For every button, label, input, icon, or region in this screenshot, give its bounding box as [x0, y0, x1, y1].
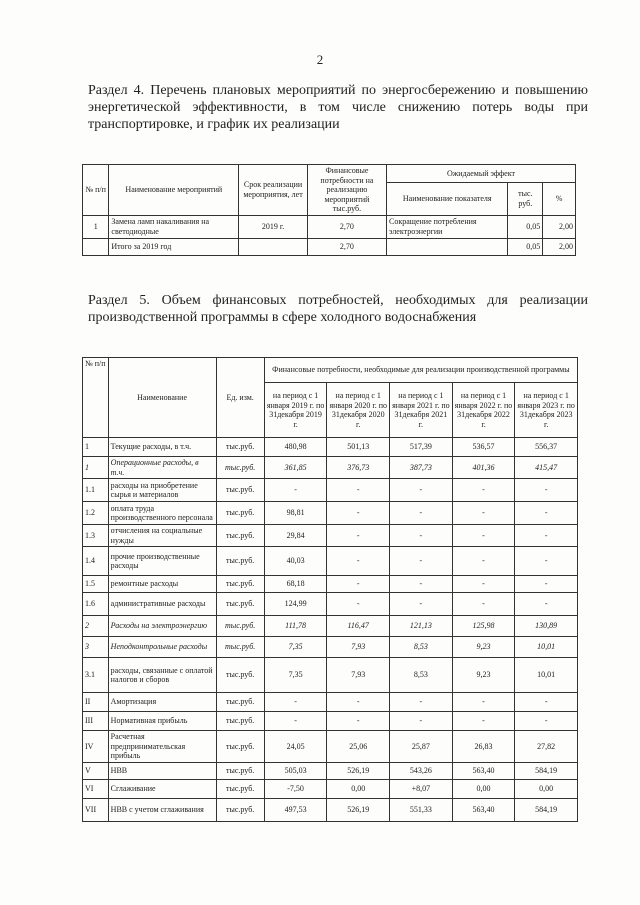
- row-value: -: [327, 547, 390, 576]
- row-unit: тыс.руб.: [216, 502, 264, 525]
- row-num: 3.1: [83, 658, 109, 693]
- row-name: НВВ: [108, 762, 216, 779]
- row-finance: 2,70: [307, 215, 386, 238]
- row-value: 563,40: [452, 798, 515, 821]
- row-value: 526,19: [327, 798, 390, 821]
- table-row: [83, 637, 578, 658]
- row-num: 2: [83, 616, 109, 637]
- row-unit: тыс.руб.: [216, 457, 264, 479]
- row-unit: тыс.руб.: [216, 712, 264, 731]
- row-value: -: [452, 525, 515, 547]
- header-unit: Ед. изм.: [216, 358, 264, 438]
- table-row: [83, 658, 578, 693]
- table-row: [83, 779, 578, 798]
- row-value: 40,03: [264, 547, 327, 576]
- row-value: -: [327, 479, 390, 502]
- row-value: -: [264, 712, 327, 731]
- row-unit: тыс.руб.: [216, 438, 264, 457]
- table-total-row: [83, 238, 576, 255]
- row-value: 556,37: [515, 438, 578, 457]
- row-value: -: [327, 525, 390, 547]
- header-period-2023: на период с 1 января 2023 г. по 31декабря 2023 г.: [515, 383, 578, 438]
- table-row: [83, 616, 578, 637]
- table-row: [83, 712, 578, 731]
- row-value: 116,47: [327, 616, 390, 637]
- row-value: -: [452, 547, 515, 576]
- table-row: [83, 547, 578, 576]
- row-value: -: [264, 693, 327, 712]
- row-name: НВВ с учетом сглаживания: [108, 798, 216, 821]
- row-value: -: [515, 593, 578, 616]
- row-value: 98,81: [264, 502, 327, 525]
- row-unit: тыс.руб.: [216, 693, 264, 712]
- row-num: 1.2: [83, 502, 109, 525]
- row-unit: тыс.руб.: [216, 731, 264, 763]
- row-value: -7,50: [264, 779, 327, 798]
- row-name: административные расходы: [108, 593, 216, 616]
- header-period-2019: на период с 1 января 2019 г. по 31декабря 2019 г.: [264, 383, 327, 438]
- row-value: 415,47: [515, 457, 578, 479]
- header-percent: %: [543, 182, 576, 215]
- row-value: -: [515, 693, 578, 712]
- table-row: [83, 693, 578, 712]
- row-unit: тыс.руб.: [216, 576, 264, 593]
- section4-title: Раздел 4. Перечень плановых мероприятий по энергосбережению и повышению энергетической эффективности, в том числе снижению потерь воды при транспортировке, и график их реализации: [88, 83, 588, 132]
- header-num: № п/п: [83, 165, 109, 216]
- row-value: 111,78: [264, 616, 327, 637]
- row-value: -: [452, 479, 515, 502]
- row-value: 497,53: [264, 798, 327, 821]
- table-row: [83, 593, 578, 616]
- page-number: 2: [316, 52, 324, 67]
- row-num: 1: [83, 215, 109, 238]
- row-num: 1: [83, 438, 109, 457]
- row-value: 401,36: [452, 457, 515, 479]
- row-value: -: [390, 525, 453, 547]
- row-num: 1.5: [83, 576, 109, 593]
- row-value: 563,40: [452, 762, 515, 779]
- row-value: 8,53: [390, 658, 453, 693]
- row-num: 1.4: [83, 547, 109, 576]
- row-value: 551,33: [390, 798, 453, 821]
- row-value: 10,01: [515, 658, 578, 693]
- row-value: 584,19: [515, 798, 578, 821]
- row-value: 9,23: [452, 658, 515, 693]
- row-value: -: [390, 576, 453, 593]
- row-unit: тыс.руб.: [216, 593, 264, 616]
- row-name: Операционные расходы, в т.ч.: [108, 457, 216, 479]
- row-value: -: [452, 593, 515, 616]
- row-value: -: [327, 502, 390, 525]
- row-value: -: [390, 693, 453, 712]
- table-row: [83, 479, 578, 502]
- row-value: 376,73: [327, 457, 390, 479]
- row-value: -: [515, 712, 578, 731]
- row-value: 526,19: [327, 762, 390, 779]
- row-value: 25,06: [327, 731, 390, 763]
- row-value: 480,98: [264, 438, 327, 457]
- row-name: Неподконтрольные расходы: [108, 637, 216, 658]
- table-header-row: [83, 165, 576, 183]
- row-unit: тыс.руб.: [216, 525, 264, 547]
- row-value: -: [327, 576, 390, 593]
- row-value: 26,83: [452, 731, 515, 763]
- row-num: IV: [83, 731, 109, 763]
- table-row: [83, 798, 578, 821]
- row-value: +8,07: [390, 779, 453, 798]
- row-name: расходы, связанные с оплатой налогов и сборов: [108, 658, 216, 693]
- row-unit: тыс.руб.: [216, 547, 264, 576]
- row-value: -: [327, 712, 390, 731]
- row-value: -: [327, 593, 390, 616]
- row-value: 0,00: [452, 779, 515, 798]
- row-value: -: [452, 576, 515, 593]
- total-pct: 2,00: [543, 238, 576, 255]
- row-name: ремонтные расходы: [108, 576, 216, 593]
- header-name: Наименование мероприятий: [109, 165, 239, 216]
- row-value: 0,00: [327, 779, 390, 798]
- row-value: 505,03: [264, 762, 327, 779]
- row-name: прочие производственные расходы: [108, 547, 216, 576]
- table-row: [83, 502, 578, 525]
- row-value: 125,98: [452, 616, 515, 637]
- row-value: 130,89: [515, 616, 578, 637]
- row-value: -: [390, 547, 453, 576]
- row-value: -: [515, 479, 578, 502]
- table-row: [83, 438, 578, 457]
- row-value: -: [390, 712, 453, 731]
- row-value: 68,18: [264, 576, 327, 593]
- header-thousand-rub: тыс. руб.: [508, 182, 543, 215]
- row-unit: тыс.руб.: [216, 798, 264, 821]
- row-value: -: [264, 479, 327, 502]
- row-num: V: [83, 762, 109, 779]
- table-row: [83, 731, 578, 763]
- row-name: отчисления на социальные нужды: [108, 525, 216, 547]
- row-num: 1.1: [83, 479, 109, 502]
- row-value: -: [327, 693, 390, 712]
- row-value: 0,00: [515, 779, 578, 798]
- row-num: 1.6: [83, 593, 109, 616]
- header-effect: Ожидаемый эффект: [387, 165, 576, 183]
- row-term: 2019 г.: [239, 215, 308, 238]
- row-num: 1.3: [83, 525, 109, 547]
- total-name: Итого за 2019 год: [109, 238, 239, 255]
- row-value: -: [515, 525, 578, 547]
- row-name: Амортизация: [108, 693, 216, 712]
- row-unit: тыс.руб.: [216, 779, 264, 798]
- row-value: 7,35: [264, 637, 327, 658]
- table-row: [83, 457, 578, 479]
- header-finance: Финансовые потребности на реализацию мероприятий тыс.руб.: [307, 165, 386, 216]
- row-value: 25,87: [390, 731, 453, 763]
- table-row: [83, 762, 578, 779]
- row-name: Расчетная предпринимательская прибыль: [108, 731, 216, 763]
- row-value: 8,53: [390, 637, 453, 658]
- row-value: 9,23: [452, 637, 515, 658]
- table-header-row: [83, 358, 578, 383]
- header-period-2021: на период с 1 января 2021 г. по 31декабря 2021 г.: [390, 383, 453, 438]
- row-value: 536,57: [452, 438, 515, 457]
- row-unit: тыс.руб.: [216, 637, 264, 658]
- table-row: [83, 215, 576, 238]
- total-finance: 2,70: [307, 238, 386, 255]
- header-period-2020: на период с 1 января 2020 г. по 31декабря 2020 г.: [327, 383, 390, 438]
- row-value: -: [515, 576, 578, 593]
- row-value: 24,05: [264, 731, 327, 763]
- row-value: 7,35: [264, 658, 327, 693]
- header-num: № п/п: [83, 358, 109, 438]
- row-value: -: [452, 502, 515, 525]
- row-value: -: [515, 502, 578, 525]
- row-num: II: [83, 693, 109, 712]
- total-rub: 0,05: [508, 238, 543, 255]
- row-unit: тыс.руб.: [216, 658, 264, 693]
- row-name: Текущие расходы, в т.ч.: [108, 438, 216, 457]
- row-value: -: [515, 547, 578, 576]
- row-unit: тыс.руб.: [216, 479, 264, 502]
- row-value: 10,01: [515, 637, 578, 658]
- row-value: 29,84: [264, 525, 327, 547]
- row-value: 27,82: [515, 731, 578, 763]
- section4-table: [82, 164, 576, 256]
- row-num: VII: [83, 798, 109, 821]
- header-name: Наименование: [108, 358, 216, 438]
- row-value: 543,26: [390, 762, 453, 779]
- row-value: 121,13: [390, 616, 453, 637]
- row-value: 361,85: [264, 457, 327, 479]
- row-value: -: [452, 693, 515, 712]
- row-unit: тыс.руб.: [216, 762, 264, 779]
- row-name: оплата труда производственного персонала: [108, 502, 216, 525]
- row-value: -: [390, 593, 453, 616]
- row-num: VI: [83, 779, 109, 798]
- row-name: Расходы на электроэнергию: [108, 616, 216, 637]
- section5-title: Раздел 5. Объем финансовых потребностей, необходимых для реализации производственной программы в сфере холодного водоснабжения: [88, 293, 588, 325]
- row-value: 584,19: [515, 762, 578, 779]
- row-unit: тыс.руб.: [216, 616, 264, 637]
- row-value: 7,93: [327, 658, 390, 693]
- section5-table: [82, 357, 578, 822]
- header-term: Срок реализации мероприятия, лет: [239, 165, 308, 216]
- row-value: 124,99: [264, 593, 327, 616]
- row-value: 501,13: [327, 438, 390, 457]
- row-pct: 2,00: [543, 215, 576, 238]
- row-value: -: [390, 502, 453, 525]
- row-value: -: [452, 712, 515, 731]
- row-value: -: [390, 479, 453, 502]
- header-indicator: Наименование показателя: [387, 182, 508, 215]
- row-name: Сглаживание: [108, 779, 216, 798]
- row-value: 387,73: [390, 457, 453, 479]
- row-rub: 0,05: [508, 215, 543, 238]
- header-finance-group: Финансовые потребности, необходимые для реализации производственной программы: [264, 358, 577, 383]
- row-name: Нормативная прибыль: [108, 712, 216, 731]
- table-row: [83, 525, 578, 547]
- row-name: расходы на приобретение сырья и материалов: [108, 479, 216, 502]
- row-value: 517,39: [390, 438, 453, 457]
- row-name: Замена ламп накаливания на светодиодные: [109, 215, 239, 238]
- section5-table-body: [83, 438, 578, 822]
- row-value: 7,93: [327, 637, 390, 658]
- header-period-2022: на период с 1 января 2022 г. по 31декабря 2022 г.: [452, 383, 515, 438]
- row-num: III: [83, 712, 109, 731]
- table-row: [83, 576, 578, 593]
- row-indicator: Сокращение потребления электроэнергии: [387, 215, 508, 238]
- row-num: 1: [83, 457, 109, 479]
- row-num: 3: [83, 637, 109, 658]
